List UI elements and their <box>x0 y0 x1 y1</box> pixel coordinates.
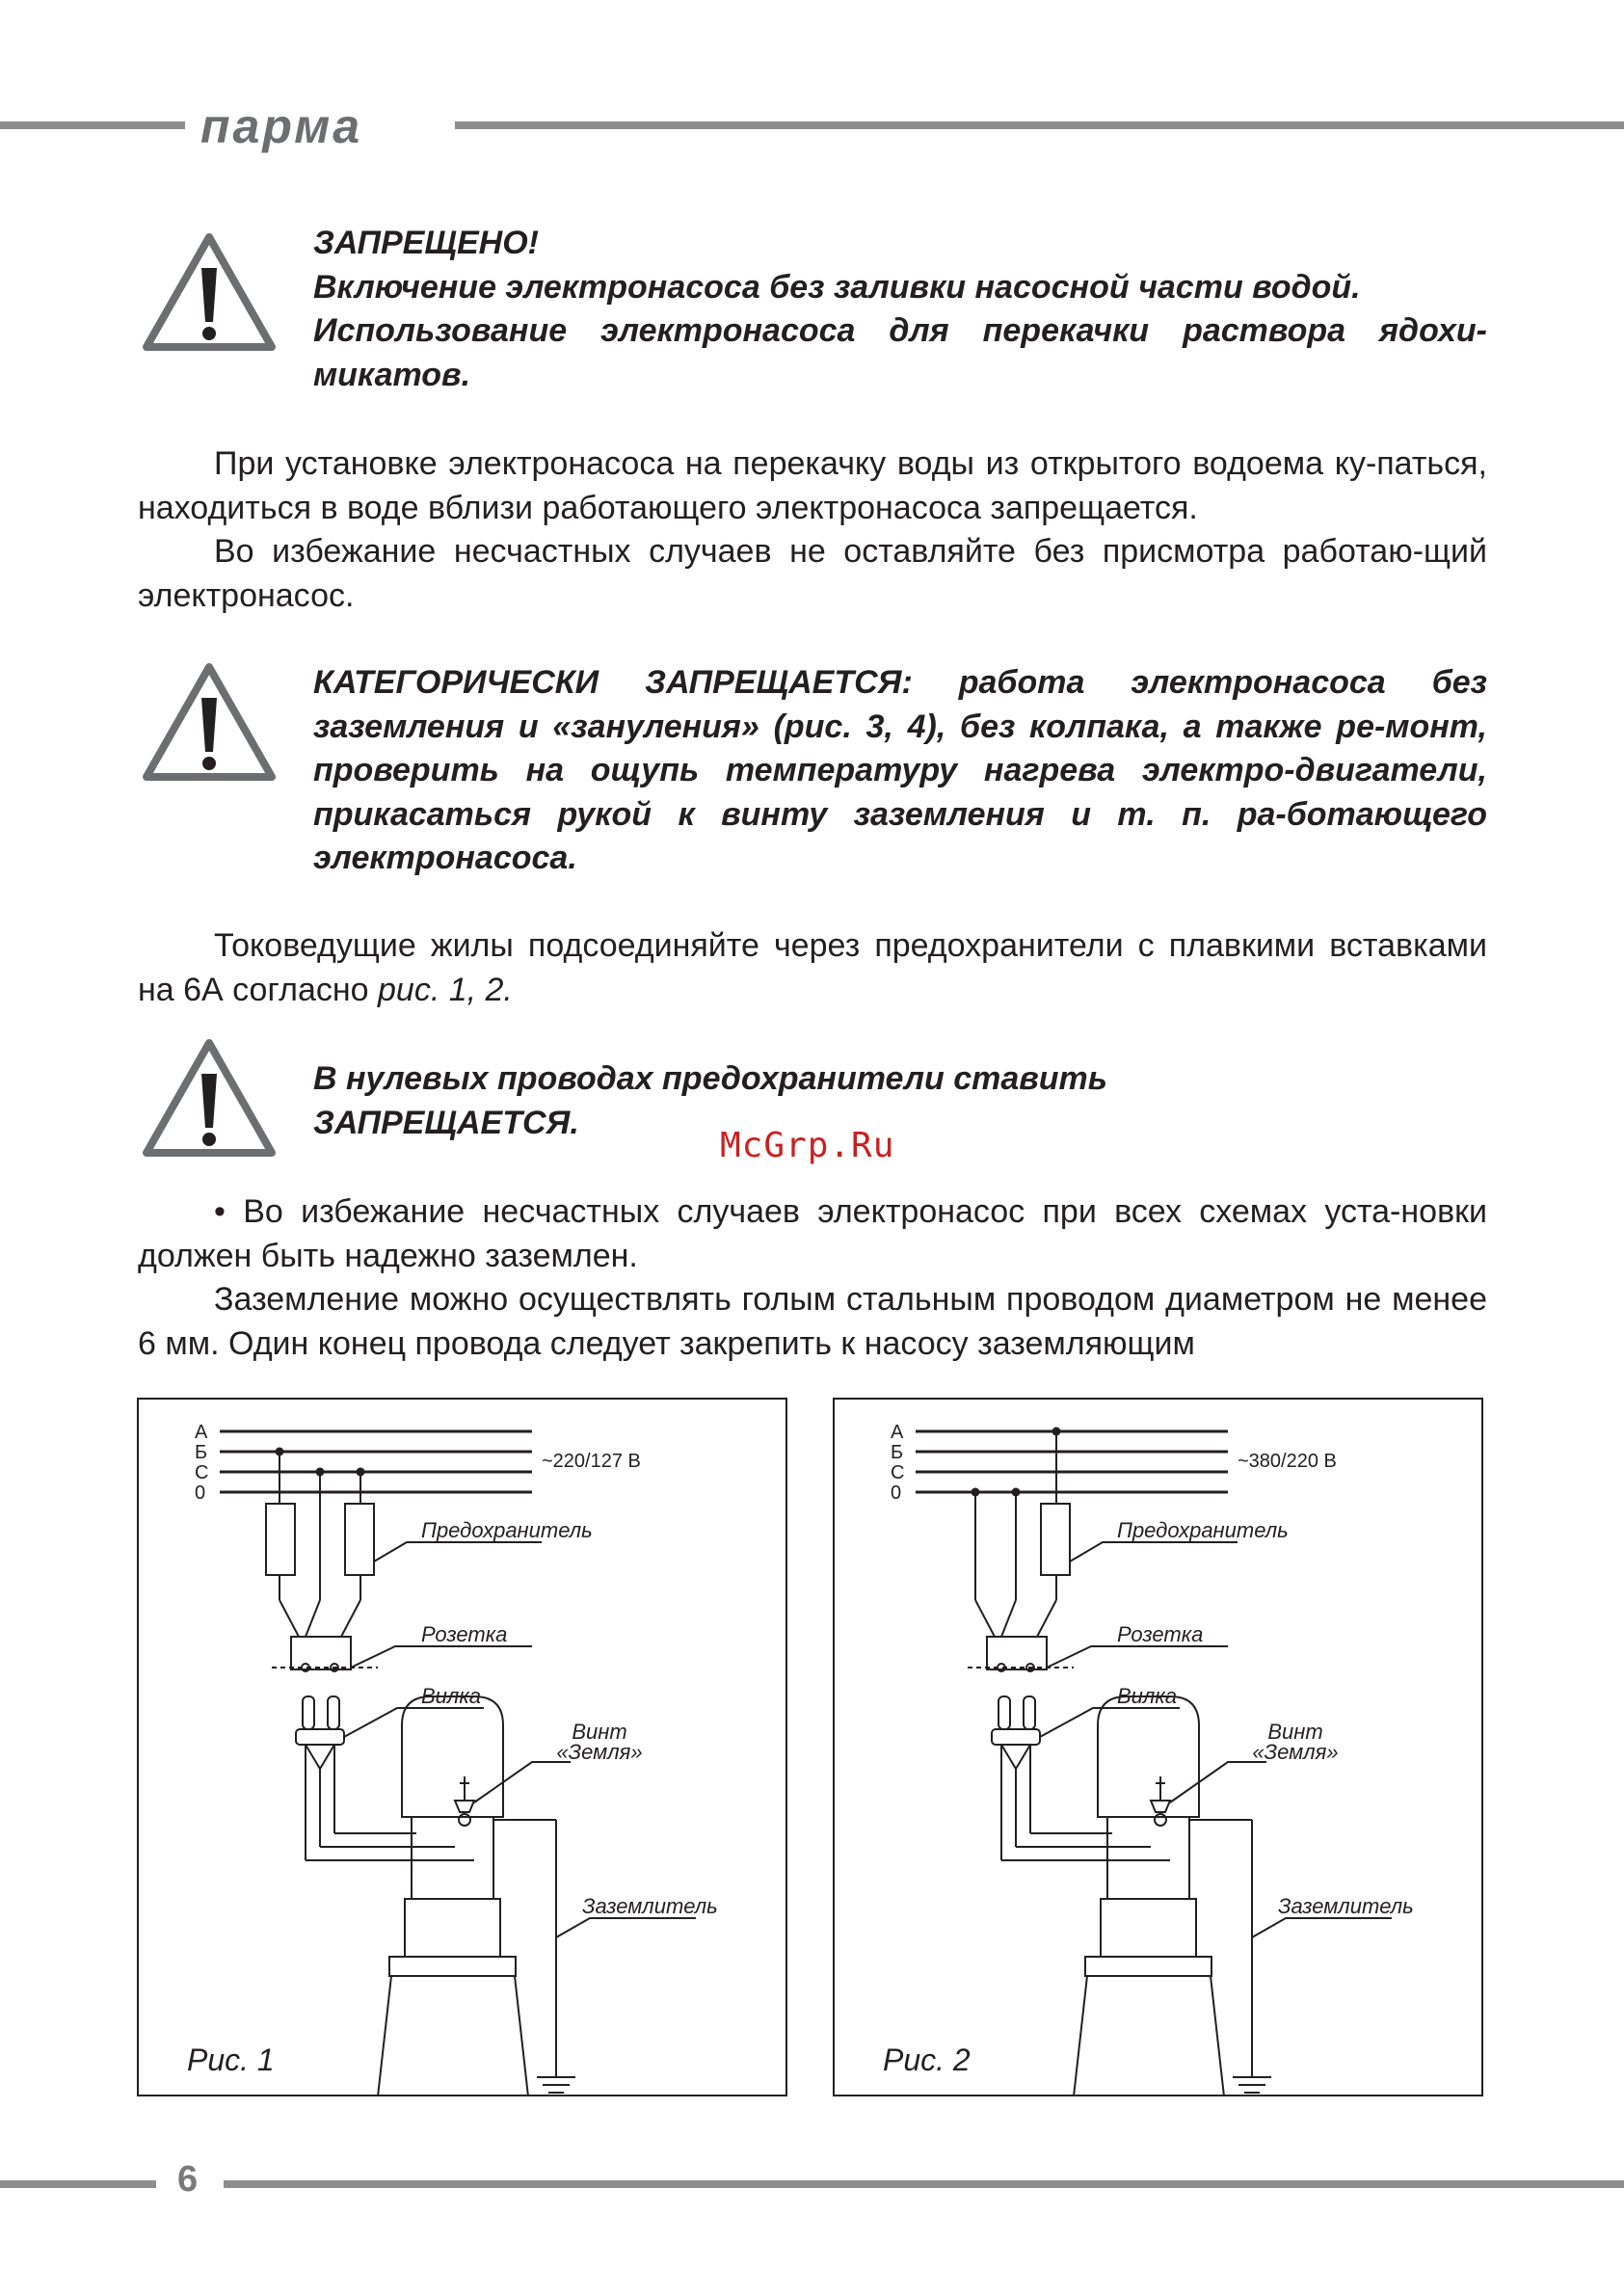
phase-label-a: А <box>891 1422 904 1443</box>
label-screw: Винт <box>572 1720 627 1744</box>
warning-title: ЗАПРЕЩЕНО! <box>313 225 539 261</box>
label-socket: Розетка <box>421 1622 508 1646</box>
label-fuse: Предохранитель <box>1117 1518 1289 1542</box>
label-plug: Вилка <box>421 1684 481 1708</box>
header-rule-left <box>0 121 185 129</box>
warning-icon <box>141 661 278 785</box>
paragraph: Заземление можно осуществлять голым стальным проводом диаметром не менее 6 мм. Один конец провода следует закрепить к насосу заземляющим <box>138 1281 1487 1362</box>
warning-block-forbidden <box>313 222 1487 397</box>
brand-logo: парма <box>200 99 363 153</box>
paragraph: Во избежание несчастных случаев не оставляйте без присмотра работаю-щий электронасос. <box>138 533 1487 614</box>
warning-block-categorical <box>313 661 1487 881</box>
voltage-label: ~380/220 В <box>1238 1451 1337 1472</box>
figure-reference: рис. 1, 2. <box>378 971 513 1008</box>
warning-line: ЗАПРЕЩАЕТСЯ. <box>313 1104 579 1141</box>
body-paragraphs-1 <box>138 442 1487 618</box>
warning-line: Использование электронасоса для перекачки раствора ядохи-микатов. <box>313 312 1487 393</box>
page-number: 6 <box>177 2159 199 2200</box>
label-fuse: Предохранитель <box>421 1518 593 1542</box>
footer-rule-right <box>224 2180 1624 2188</box>
label-screw: Винт <box>1267 1720 1323 1744</box>
label-screw-ground: «Земля» <box>556 1740 643 1764</box>
phase-label-a: А <box>195 1422 208 1443</box>
voltage-label: ~220/127 В <box>542 1451 641 1472</box>
paragraph: Токоведущие жилы подсоединяйте через предохранители с плавкими вставками на 6А согласно <box>138 927 1487 1008</box>
figure-caption: Рис. 1 <box>187 2042 275 2077</box>
phase-label-c: С <box>195 1462 209 1483</box>
warning-icon <box>141 231 278 355</box>
figure-1-wiring-diagram <box>137 1398 787 2096</box>
warning-line: Включение электронасоса без заливки насосной части водой. <box>313 268 1361 306</box>
label-socket: Розетка <box>1117 1622 1204 1646</box>
paragraph: • Во избежание несчастных случаев электронасос при всех схемах уста-новки должен быть надежно заземлен. <box>138 1193 1487 1274</box>
phase-label-0: 0 <box>891 1482 902 1504</box>
header-rule-right <box>455 121 1624 129</box>
figure-2-wiring-diagram <box>833 1398 1483 2096</box>
body-paragraphs-grounding <box>138 1190 1487 1366</box>
label-screw-ground: «Земля» <box>1252 1740 1339 1764</box>
figure-caption: Рис. 2 <box>883 2042 971 2077</box>
label-plug: Вилка <box>1117 1684 1177 1708</box>
warning-line: В нулевых проводах предохранители ставить <box>313 1060 1107 1097</box>
phase-label-b: Б <box>195 1442 208 1463</box>
warning-text: КАТЕГОРИЧЕСКИ ЗАПРЕЩАЕТСЯ: работа электронасоса без заземления и «зануления» (рис. 3, 4), без колпака, а также ре-монт, проверить на ощупь температуру нагрева электро-двигатели, прикасаться рукой к винту заземления и т. п. ра-ботающего электронасоса. <box>313 664 1487 876</box>
phase-label-c: С <box>891 1462 905 1483</box>
phase-label-0: 0 <box>195 1482 206 1504</box>
warning-icon <box>141 1037 278 1161</box>
warning-block-neutral <box>313 1057 1487 1145</box>
paragraph: При установке электронасоса на перекачку воды из открытого водоема ку-паться, находиться в воде вблизи работающего электронасоса запрещается. <box>138 445 1487 526</box>
label-ground-electrode: Заземлитель <box>1278 1894 1414 1918</box>
body-paragraph-fuses <box>138 924 1487 1012</box>
label-ground-electrode: Заземлитель <box>582 1894 718 1918</box>
footer-rule-left <box>0 2180 156 2188</box>
phase-label-b: Б <box>891 1442 904 1463</box>
watermark: McGrp.Ru <box>720 1126 895 1165</box>
